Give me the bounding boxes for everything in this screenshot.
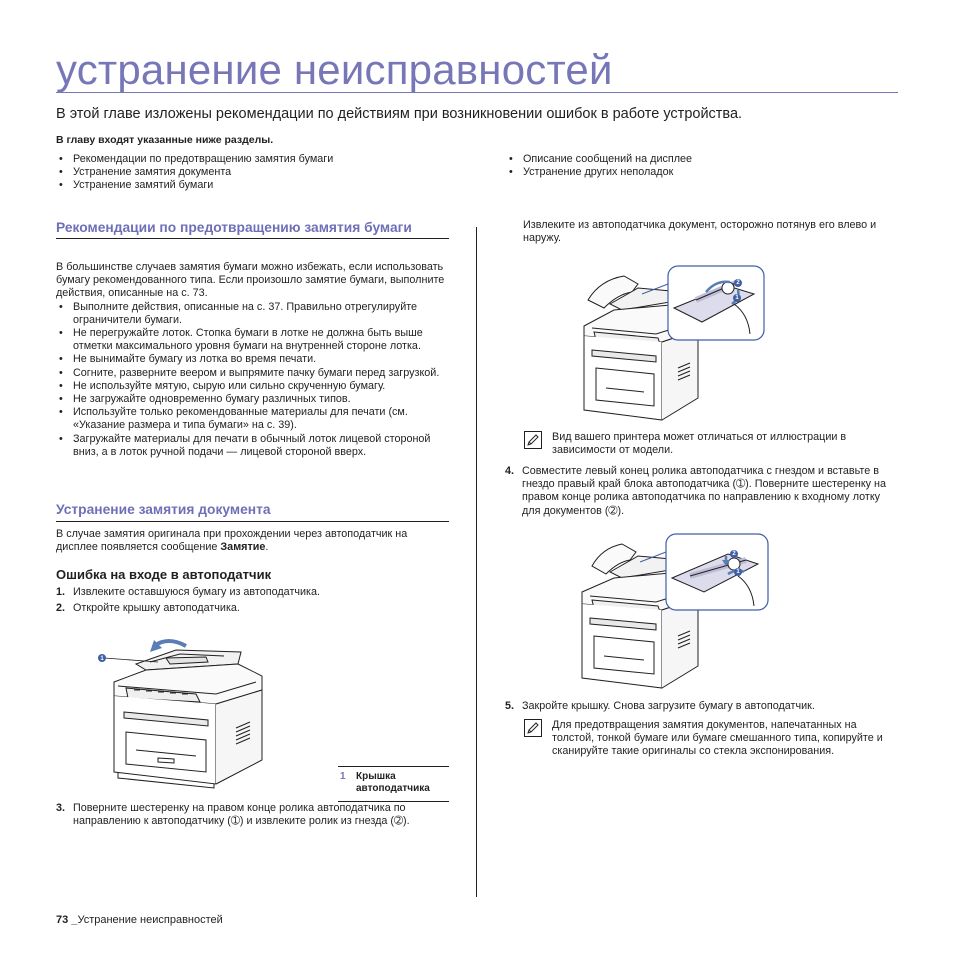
toc-right-list [506, 153, 692, 179]
section-heading: Устранение замятия документа [56, 503, 449, 522]
sections-label: В главу входят указанные ниже разделы. [56, 134, 274, 146]
list-item: • Согните, разверните веером и выпрямите пачку бумаги перед загрузкой. [56, 367, 449, 380]
step-item: 1. Извлеките оставшуюся бумагу из автоподатчика. [56, 586, 321, 598]
list-item: • Не вынимайте бумагу из лотка во время печати. [56, 353, 449, 366]
step-item: 3. Поверните шестеренку на правом конце ролика автоподатчика по направлению к автоподатчику (➀) и извлеките ролик из гнезда (➁). [56, 802, 410, 828]
step-item: 2. Откройте крышку автоподатчика. [56, 602, 240, 615]
section2-intro: В случае замятия оригинала при прохождении через автоподатчик на дисплее появляется сообщение Замятие. [56, 528, 408, 554]
column-divider [476, 227, 477, 897]
toc-item[interactable]: • Рекомендации по предотвращению замятия бумаги [56, 153, 333, 166]
remove-document-text: Извлеките из автоподатчика документ, осторожно потянув его влево и наружу. [523, 219, 877, 245]
list-item: • Не перегружайте лоток. Стопка бумаги в лотке не должна быть выше отметки максимального уровня бумаги на внутренней стороне лотка. [56, 327, 449, 353]
section-paper-jam-prevention [56, 221, 449, 239]
callout-number: 1 [100, 656, 104, 662]
callout-number: 1 [736, 569, 740, 575]
section1-bullets [56, 301, 449, 459]
caption-text: Крышка автоподатчика [356, 771, 430, 794]
page-title: устранение неисправностей [56, 48, 898, 93]
page-number: 73 [56, 914, 69, 926]
steps-list [56, 586, 449, 615]
toc-item[interactable]: • Устранение замятия документа [56, 166, 333, 179]
page-footer: 73 _Устранение неисправностей [56, 914, 223, 926]
callout-number: 1 [735, 295, 739, 301]
printer-open-cover-illustration [96, 632, 268, 792]
chapter-intro: В этой главе изложены рекомендации по действиям при возникновении ошибок в работе устройства. [56, 106, 743, 122]
message-name: Замятие [220, 541, 266, 554]
note-thick-paper [524, 719, 894, 759]
figure-caption [338, 766, 449, 802]
caption-number: 1 [340, 771, 346, 782]
list-item: • Не используйте мятую, сырую или сильно скрученную бумагу. [56, 380, 449, 393]
note-text: Вид вашего принтера может отличаться от иллюстрации в зависимости от модели. [552, 431, 847, 457]
list-item: • Загружайте материалы для печати в обычный лоток лицевой стороной вниз, а в лоток ручной подачи — лицевой стороной вверх. [56, 433, 449, 459]
adf-roller-removal-illustration [578, 264, 768, 424]
list-item: • Выполните действия, описанные на с. 37. Правильно отрегулируйте ограничители бумаги. [56, 301, 449, 327]
adf-roller-install-illustration [578, 532, 770, 690]
section-heading: Рекомендации по предотвращению замятия бумаги [56, 221, 449, 239]
callout-number: 2 [736, 280, 740, 286]
toc-left-list [56, 153, 333, 192]
step-item: 4. Совместите левый конец ролика автоподатчика с гнездом и вставьте в гнездо правый край блока автоподатчика (➀). Поверните шестеренку на правом конце ролика автоподатчика по направлению к входному лотку для документов (➁). [505, 465, 887, 517]
list-item: • Не загружайте одновременно бумагу различных типов. [56, 393, 449, 406]
toc-item[interactable]: • Устранение других неполадок [506, 166, 692, 179]
section-document-jam [56, 503, 449, 522]
note-model-differences [524, 431, 884, 457]
section1-intro: В большинстве случаев замятия бумаги можно избежать, если использовать бумагу рекомендованного типа. Если произошло замятие бумаги, выполните действия, описанные на с. 73. [56, 261, 445, 300]
step3-list [56, 802, 449, 828]
section1-body [56, 261, 449, 459]
subheading: Ошибка на входе в автоподатчик [56, 567, 272, 582]
footer-title: Устранение неисправностей [77, 914, 223, 926]
toc-item[interactable]: • Устранение замятий бумаги [56, 179, 333, 192]
note-pencil-icon [524, 719, 542, 737]
note-pencil-icon [524, 431, 542, 449]
note-text: Для предотвращения замятия документов, напечатанных на толстой, тонкой бумаге или бумаге смешанного типа, копируйте и сканируйте такие оригиналы со стекла экспонирования. [552, 719, 883, 758]
step5-list [505, 700, 895, 713]
list-item: • Используйте только рекомендованные материалы для печати (см. «Указание размера и типа бумаги» на с. 39). [56, 406, 449, 432]
step4-list [505, 465, 895, 518]
step-item: 5. Закройте крышку. Снова загрузите бумагу в автоподатчик. [505, 700, 815, 712]
toc-item[interactable]: • Описание сообщений на дисплее [506, 153, 692, 166]
callout-number: 2 [732, 551, 736, 557]
